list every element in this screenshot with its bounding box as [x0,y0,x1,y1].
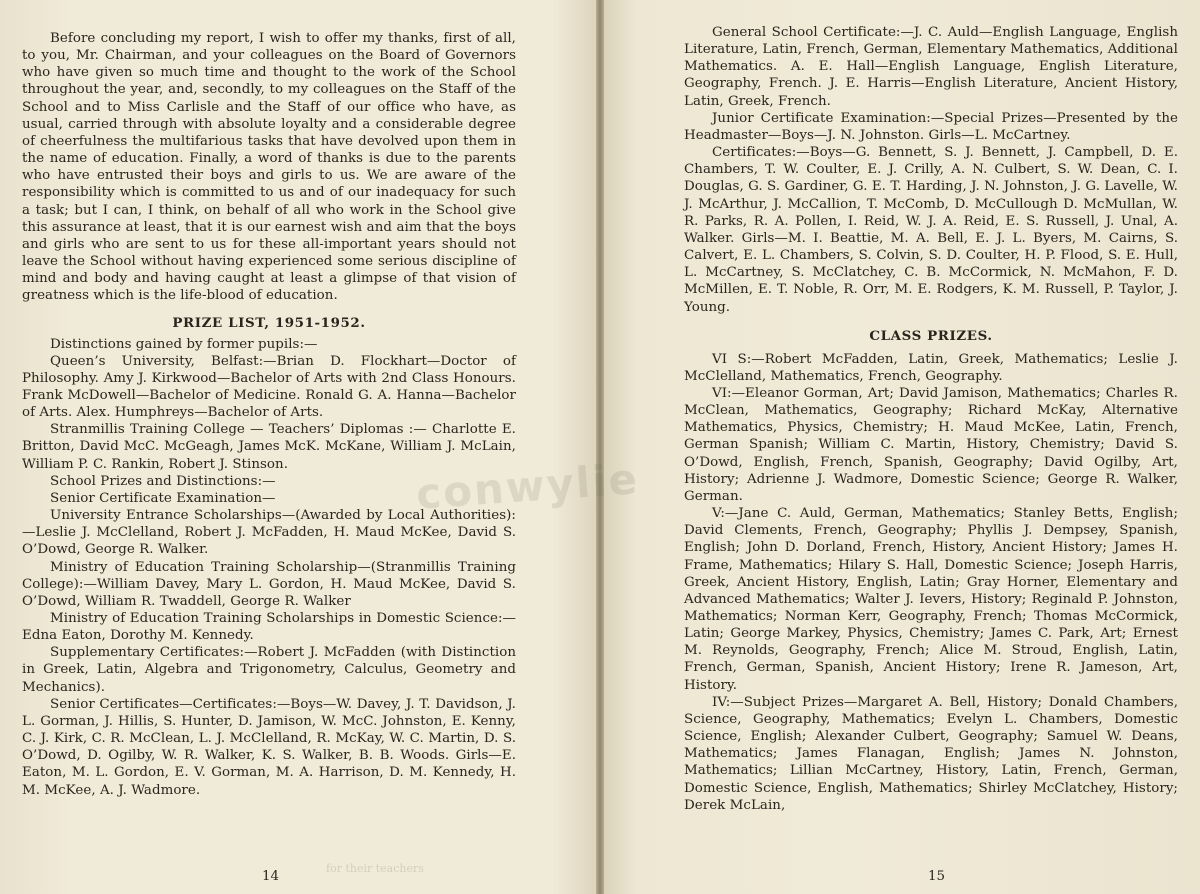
stranmillis-paragraph: Stranmillis Training College — Teachers’ Diplomas :— Charlotte E. Britton, David McC. McGeagh, James McK. McKane, William J. McLain, William P. C. Rankin, Robert J. Stinson. [22,422,516,472]
class-prizes-vi: VI:—Eleanor Gorman, Art; David Jamison, Mathematics; Charles R. McClean, Mathematics, Geography; Richard McKay, Alternative Mathematics, Physics, Chemistry; H. Maud McKee, Latin, French, German Spanish; William C. Martin, History, Chemistry; David S. O’Dowd, English, French, Spanish, Geography; David Ogilby, Art, History; Adrienne J. Wadmore, Domestic Science; George R. Walker, German. [684,385,1178,504]
training-scholarship-paragraph: Ministry of Education Training Scholarship—(Stranmillis Training College):—William Davey, Mary L. Gordon, H. Maud McKee, David S. O’Dowd, William R. Twaddell, George R. Walker [22,559,516,609]
class-prizes-iv: IV:—Subject Prizes—Margaret A. Bell, History; Donald Chambers, Science, Geography, Mathematics; Evelyn L. Chambers, Domestic Science, English; Alexander Culbert, Geography; Samuel W. Deans, Mathematics; James Flanagan, English; James N. Johnston, Mathematics; Lillian McCartney, History, Latin, French, German, Domestic Science, English, Mathematics; Shirley McClatchey, History; Derek McLain, [684,694,1178,813]
book-gutter [596,0,604,894]
closing-report-paragraph: Before concluding my report, I wish to offer my thanks, first of all, to you, Mr. Chairman, and your colleagues on the Board of Governors who have given so much time and thought to the work of the School throughout the year, and, secondly, to my colleagues on the Staff of the School and to Miss Carlisle and the Staff of our office who have, as usual, carried through with absolute loyalty and a considerable degree of cheerfulness the multifarious tasks that have devolved upon them in the name of education. Finally, a word of thanks is due to the parents who have entrusted their boys and girls to us. We are aware of the responsibility which is committed to us and of our inadequacy for such a task; but I can, I think, on behalf of all who work in the School give this assurance at least, that it is our earnest wish and aim that the boys and girls who are sent to us for these all-important years should not leave the School without having experienced some serious discipline of mind and body and having caught at least a glimpse of that vision of greatness which is the life-blood of education. [22,31,516,304]
show-through-text: for their teachers [326,862,424,875]
junior-certificates-list: Certificates:—Boys—G. Bennett, S. J. Bennett, J. Campbell, D. E. Chambers, T. W. Coulter, E. J. Crilly, A. N. Culbert, S. W. Dean, C. I. Douglas, G. S. Gardiner, G. E. T. Harding, J. N. Johnston, J. G. Lavelle, W. J. McArthur, J. McCallion, T. McComb, D. McCullough D. McMullan, W. R. Parks, R. A. Pollen, I. Reid, W. J. A. Reid, E. S. Russell, J. Unal, A. Walker. Girls—M. I. Beattie, M. A. Bell, E. J. L. Byers, M. Cairns, S. Calvert, E. L. Chambers, S. Colvin, S. D. Coulter, H. P. Flood, S. E. Hull, L. McCartney, S. McClatchey, C. B. McCormick, N. McMahon, F. D. McMillen, E. T. Noble, R. Orr, M. E. Rodgers, K. M. Russell, P. Taylor, J. Young. [684,145,1178,315]
university-scholarships-paragraph: University Entrance Scholarships—(Awarded by Local Authorities):—Leslie J. McClelland, Robert J. McFadden, H. Maud McKee, David S. O’Dowd, George R. Walker. [22,508,516,558]
school-prizes-intro: School Prizes and Distinctions:— [50,473,276,489]
class-prizes-v: V:—Jane C. Auld, German, Mathematics; Stanley Betts, English; David Clements, French, Geography; Phyllis J. Dempsey, Spanish, English; John D. Dorland, French, History, Ancient History; James H. Frame, Mathematics; Hilary S. Hall, Domestic Science; Joseph Harris, Greek, Ancient History, English, Latin; Gray Horner, Elementary and Advanced Mathematics; Walter J. Ievers, History; Reginald P. Johnston, Mathematics; Norman Kerr, Geography, French; Thomas McCormick, Latin; George Markey, Physics, Chemistry; James C. Park, Art; Ernest M. Reynolds, Geography, French; Alice M. Stroud, English, Latin, French, German, Spanish, Ancient History; Irene R. Jameson, Art, History. [684,506,1178,693]
senior-certificate-intro: Senior Certificate Examination— [50,490,276,506]
prize-list-heading: PRIZE LIST, 1951-1952. [172,314,366,331]
general-school-certificate-paragraph: General School Certificate:—J. C. Auld—English Language, English Literature, Latin, French, German, Elementary Mathematics, Additional Mathematics. A. E. Hall—English Language, English Literature, Geography, French. J. E. Harris—English Literature, Ancient History, Latin, Greek, French. [684,25,1178,109]
class-prizes-vi-s: VI S:—Robert McFadden, Latin, Greek, Mathematics; Leslie J. McClelland, Mathematics, French, Geography. [684,351,1178,384]
class-prizes-heading: CLASS PRIZES. [869,327,993,344]
page-right [600,0,1200,894]
queens-university-paragraph: Queen’s University, Belfast:—Brian D. Flockhart—Doctor of Philosophy. Amy J. Kirkwood—Bachelor of Arts with 2nd Class Honours. Frank McDowell—Bachelor of Medicine. Ronald G. A. Hanna—Bachelor of Arts. Alex. Humphreys—Bachelor of Arts. [22,353,516,421]
distinctions-intro: Distinctions gained by former pupils:— [50,336,318,352]
junior-certificate-paragraph: Junior Certificate Examination:—Special Prizes—Presented by the Headmaster—Boys—J. N. Johnston. Girls—L. McCartney. [684,110,1178,143]
page-number-right: 15 [928,869,946,884]
domestic-science-scholarships-paragraph: Ministry of Education Training Scholarships in Domestic Science:—Edna Eaton, Dorothy M. Kennedy. [22,611,516,644]
page-number-left: 14 [262,869,280,884]
senior-certificates-paragraph: Senior Certificates—Certificates:—Boys—W. Davey, J. T. Davidson, J. L. Gorman, J. Hillis, S. Hunter, D. Jamison, W. McC. Johnston, E. Kenny, C. J. Kirk, C. R. McClean, L. J. McClelland, R. McKay, W. C. Martin, D. S. O’Dowd, D. Ogilby, W. R. Walker, K. S. Walker, B. B. Woods. Girls—E. Eaton, M. L. Gordon, E. V. Gorman, M. A. Harrison, D. M. Kennedy, H. M. McKee, A. J. Wadmore. [22,696,516,798]
supplementary-certificates-paragraph: Supplementary Certificates:—Robert J. McFadden (with Distinction in Greek, Latin, Algebra and Trigonometry, Calculus, Geometry and Mechanics). [22,645,516,695]
